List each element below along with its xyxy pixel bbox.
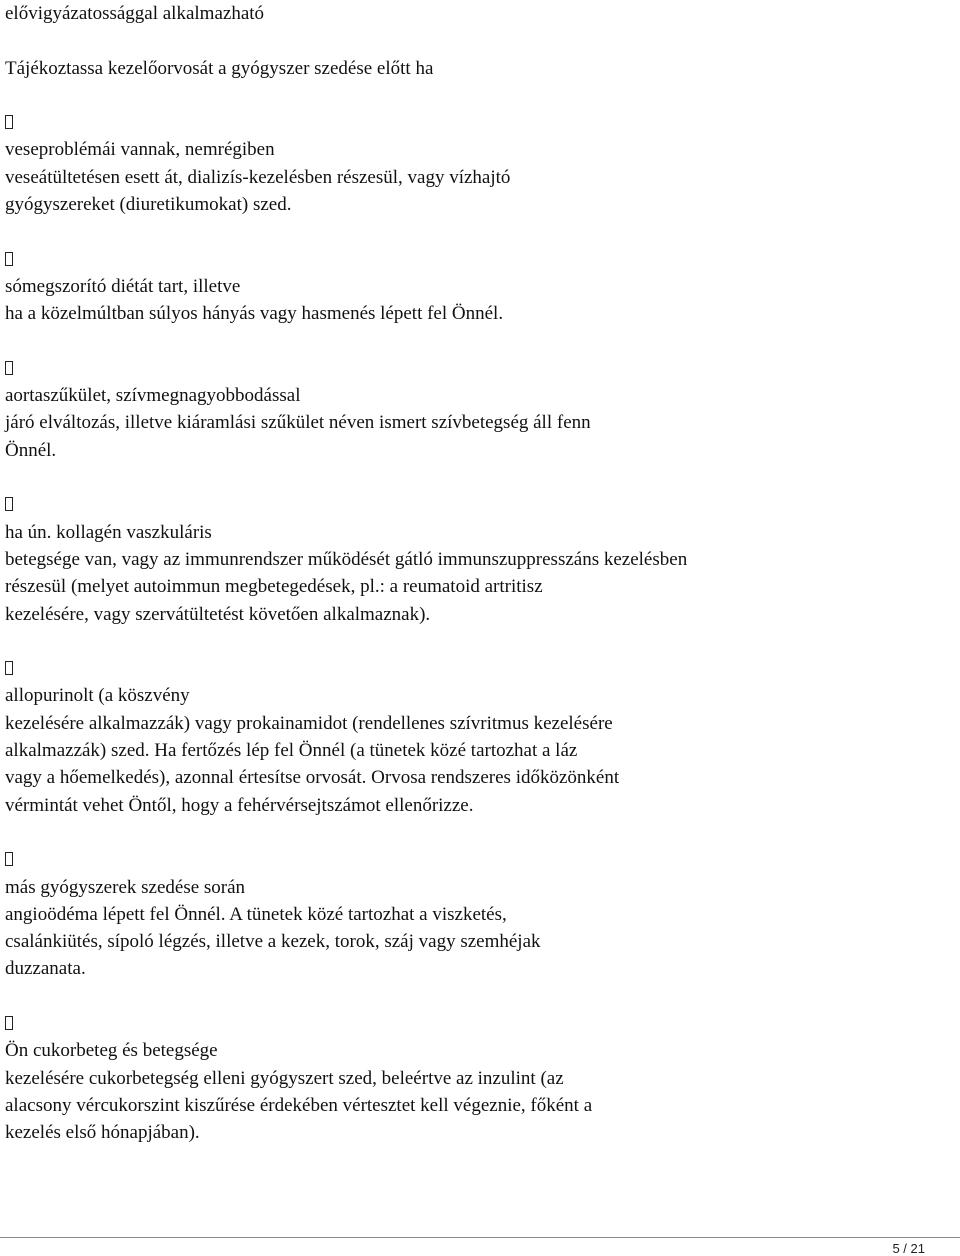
page-number: 5 / 21 bbox=[892, 1241, 925, 1256]
list-item-line: veseátültetésen esett át, dializís-kezelésben részesül, vagy vízhajtó bbox=[5, 166, 511, 188]
list-item-line: vérmintát vehet Öntől, hogy a fehérvérsejtszámot ellenőrizze. bbox=[5, 794, 474, 816]
list-item-line: aortaszűkület, szívmegnagyobbodással bbox=[5, 385, 301, 407]
bullet-icon bbox=[5, 252, 13, 266]
spacer bbox=[5, 983, 945, 1010]
list-item bbox=[5, 246, 945, 355]
list-item-line: kezelésére cukorbetegség elleni gyógyszert szed, beleértve az inzulint (az bbox=[5, 1067, 564, 1089]
list-item-line: gyógyszereket (diuretikumokat) szed. bbox=[5, 194, 292, 216]
list-item-line: vagy a hőemelkedés), azonnal értesítse orvosát. Orvosa rendszeres időközönként bbox=[5, 767, 620, 789]
list-item-line: alkalmazzák) szed. Ha fertőzés lép fel Önnél (a tünetek közé tartozhat a láz bbox=[5, 740, 578, 762]
list-item-line: ha ún. kollagén vaszkuláris bbox=[5, 521, 212, 543]
spacer bbox=[5, 464, 945, 491]
list-item bbox=[5, 655, 945, 846]
list-item-line: kezelés első hónapjában). bbox=[5, 1122, 200, 1144]
intro-text: Tájékoztassa kezelőorvosát a gyógyszer szedése előtt ha bbox=[5, 57, 434, 79]
document-page bbox=[5, 0, 945, 1146]
list-item-line: kezelésére, vagy szervátültetést követően alkalmaznak). bbox=[5, 603, 431, 625]
list-item-line: csalánkiütés, sípoló légzés, illetve a kezek, torok, száj vagy szemhéjak bbox=[5, 931, 541, 953]
list-item-line: allopurinolt (a köszvény bbox=[5, 685, 190, 707]
list-item bbox=[5, 846, 945, 1010]
bullet-icon bbox=[5, 852, 13, 866]
list-item-line: veseproblémái vannak, nemrégiben bbox=[5, 139, 275, 161]
footer-divider bbox=[0, 1237, 960, 1238]
bullet-list bbox=[5, 109, 945, 1146]
spacer bbox=[5, 218, 945, 245]
list-item bbox=[5, 491, 945, 655]
list-item-line: kezelésére alkalmazzák) vagy prokainamidot (rendellenes szívritmus kezelésére bbox=[5, 712, 613, 734]
list-item-line: járó elváltozás, illetve kiáramlási szűkület néven ismert szívbetegség áll fenn bbox=[5, 412, 591, 434]
bullet-icon bbox=[5, 497, 13, 511]
spacer bbox=[5, 82, 945, 109]
bullet-icon bbox=[5, 661, 13, 675]
list-item-line: alacsony vércukorszint kiszűrése érdekében vértesztet kell végeznie, főként a bbox=[5, 1094, 593, 1116]
list-item-line: Ön cukorbeteg és betegsége bbox=[5, 1040, 218, 1062]
bullet-icon bbox=[5, 361, 13, 375]
list-item-line: ha a közelmúltban súlyos hányás vagy hasmenés lépett fel Önnél. bbox=[5, 303, 504, 325]
list-item-line: angioödéma lépett fel Önnél. A tünetek közé tartozhat a viszketés, bbox=[5, 903, 507, 925]
spacer bbox=[5, 27, 945, 54]
list-item-line: sómegszorító diétát tart, illetve bbox=[5, 275, 241, 297]
list-item-line: részesül (melyet autoimmun megbetegedések, pl.: a reumatoid artritisz bbox=[5, 576, 543, 598]
list-item bbox=[5, 355, 945, 491]
bullet-icon bbox=[5, 1016, 13, 1030]
list-item-line: duzzanata. bbox=[5, 958, 86, 980]
heading-line: elővigyázatossággal alkalmazható bbox=[5, 3, 265, 24]
list-item bbox=[5, 1010, 945, 1146]
list-item-line: Önnél. bbox=[5, 439, 57, 461]
list-item bbox=[5, 109, 945, 245]
spacer bbox=[5, 819, 945, 846]
list-item-line: betegsége van, vagy az immunrendszer működését gátló immunszuppresszáns kezelésben bbox=[5, 548, 688, 570]
spacer bbox=[5, 328, 945, 355]
bullet-icon bbox=[5, 115, 13, 129]
spacer bbox=[5, 628, 945, 655]
list-item-line: más gyógyszerek szedése során bbox=[5, 876, 246, 898]
